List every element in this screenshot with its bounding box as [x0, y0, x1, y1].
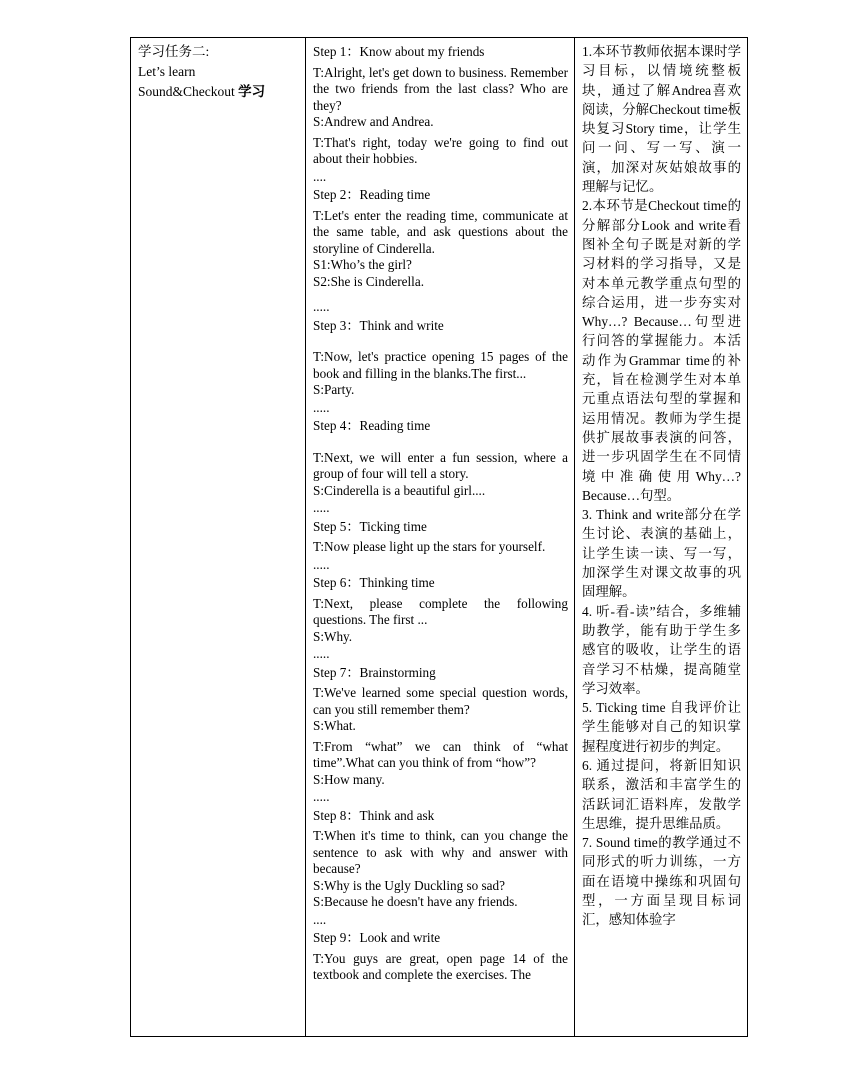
- dialogue-line: S:Because he doesn't have any friends.: [313, 894, 518, 909]
- task-module-name: Sound&Checkout: [138, 84, 239, 99]
- ellipsis: ....: [313, 911, 327, 927]
- dialogue-line: T:Now, let's practice opening 15 pages of the book and filling in the blanks.The first...: [313, 349, 568, 381]
- table-row: [131, 38, 748, 1037]
- intent-paragraph-5: 5. Ticking time 自我评价让学生能够对自己的知识掌握程度进行初步的判定。: [582, 700, 741, 754]
- ellipsis: .....: [313, 299, 330, 314]
- dialogue-line: S1:Who’s the girl?: [313, 257, 412, 272]
- dialogue-line: S:What.: [313, 718, 356, 733]
- intent-paragraph-6: 6. 通过提问，将新旧知识联系，激活和丰富学生的活跃词汇语料库，发散学生思维，提升思维品质。: [582, 757, 741, 831]
- ellipsis: .....: [313, 556, 330, 572]
- dialogue-line: S:Cinderella is a beautiful girl....: [313, 482, 486, 498]
- dialogue-line: T:Let's enter the reading time, communicate at the same table, and ask questions about the storyline of Cinderella.: [313, 207, 568, 256]
- intent-paragraph-2: 2.本环节是Checkout time的分解部分Look and write看图补全句子既是对新的学习材料的学习指导，又是对本单元教学重点句型的综合运用，进一步夯实对Why…? Because…句型进行问答的掌握能力。本活动作为Grammar time的补充，旨在检测学生对本单元重点语法句型的掌握和运用情况。教师为学生提供扩展故事表演的问答，进一步巩固学生在不同情境中准确使用Why…? Because…句型。: [582, 198, 741, 503]
- step2-title: Step 2：Reading time: [313, 187, 431, 202]
- dialogue-line: S:How many.: [313, 771, 385, 787]
- design-intent-cell: [575, 38, 748, 1037]
- ellipsis: .....: [313, 500, 330, 515]
- lesson-plan-table: [130, 37, 748, 1037]
- dialogue-line: T:That's right, today we're going to find out about their hobbies.: [313, 134, 568, 166]
- dialogue-line: T:Next, we will enter a fun session, where a group of four will tell a story.: [313, 449, 568, 481]
- step7-title: Step 7：Brainstorming: [313, 664, 436, 680]
- activity-content: [313, 42, 568, 1032]
- activity-cell: [306, 38, 575, 1037]
- intent-paragraph-4: 4. 听-看-读”结合，多维辅助教学，能有助于学生多感官的吸收，让学生的语音学习不枯燥，提高随堂学习效率。: [582, 603, 741, 696]
- task-module-suffix: 学习: [238, 84, 266, 99]
- task-subtitle: Let’s learn: [138, 64, 196, 79]
- intent-paragraph-1: 1.本环节教师依据本课时学习目标，以情境统整板块，通过了解Andrea喜欢阅读，分解Checkout time板块复习Story time，让学生问一问、写一写、演一演，加深对灰姑娘故事的理解与记忆。: [582, 44, 741, 195]
- dialogue-line: T:Alright, let's get down to business. Remember the two friends from the last class? Who are they?: [313, 64, 568, 113]
- step6-title: Step 6：Thinking time: [313, 575, 435, 590]
- ellipsis: .....: [313, 399, 330, 415]
- dialogue-line: T:From “what” we can think of “what time”.What can you think of from “how”?: [313, 738, 568, 770]
- step9-title: Step 9：Look and write: [313, 930, 441, 945]
- dialogue-line: T:Next, please complete the following questions. The first ...: [313, 595, 568, 627]
- dialogue-line: T:We've learned some special question words, can you still remember them?: [313, 685, 568, 717]
- step5-title: Step 5：Ticking time: [313, 518, 427, 534]
- task-title: 学习任务二:: [138, 44, 210, 59]
- step4-title: Step 4：Reading time: [313, 418, 431, 433]
- dialogue-line: S2:She is Cinderella.: [313, 273, 424, 289]
- task-module: [138, 82, 299, 102]
- dialogue-line: T:When it's time to think, can you change the sentence to ask with why and answer with because?: [313, 828, 568, 876]
- dialogue-line: S:Why.: [313, 628, 353, 644]
- intent-paragraph-3: 3. Think and write部分在学生讨论、表演的基础上，让学生读一读、写一写，加深学生对课文故事的巩固理解。: [582, 507, 741, 600]
- dialogue-line: S:Party.: [313, 382, 355, 397]
- step8-title: Step 8：Think and ask: [313, 807, 435, 823]
- ellipsis: .....: [313, 646, 330, 661]
- dialogue-line: T:Now please light up the stars for yourself.: [313, 539, 546, 554]
- task-cell: [131, 38, 306, 1037]
- step3-title: Step 3：Think and write: [313, 317, 444, 333]
- dialogue-line: S:Andrew and Andrea.: [313, 114, 434, 129]
- intent-paragraph-7: 7. Sound time的教学通过不同形式的听力训练，一方面在语境中操练和巩固句型，一方面呈现目标词汇，感知体验字: [582, 835, 741, 928]
- ellipsis: .....: [313, 789, 330, 804]
- design-intent-content: [582, 42, 741, 1032]
- dialogue-line: S:Why is the Ugly Duckling so sad?: [313, 877, 505, 893]
- ellipsis: ....: [313, 168, 327, 184]
- step1-title: Step 1：Know about my friends: [313, 44, 485, 59]
- dialogue-line: T:You guys are great, open page 14 of the textbook and complete the exercises. The: [313, 950, 568, 982]
